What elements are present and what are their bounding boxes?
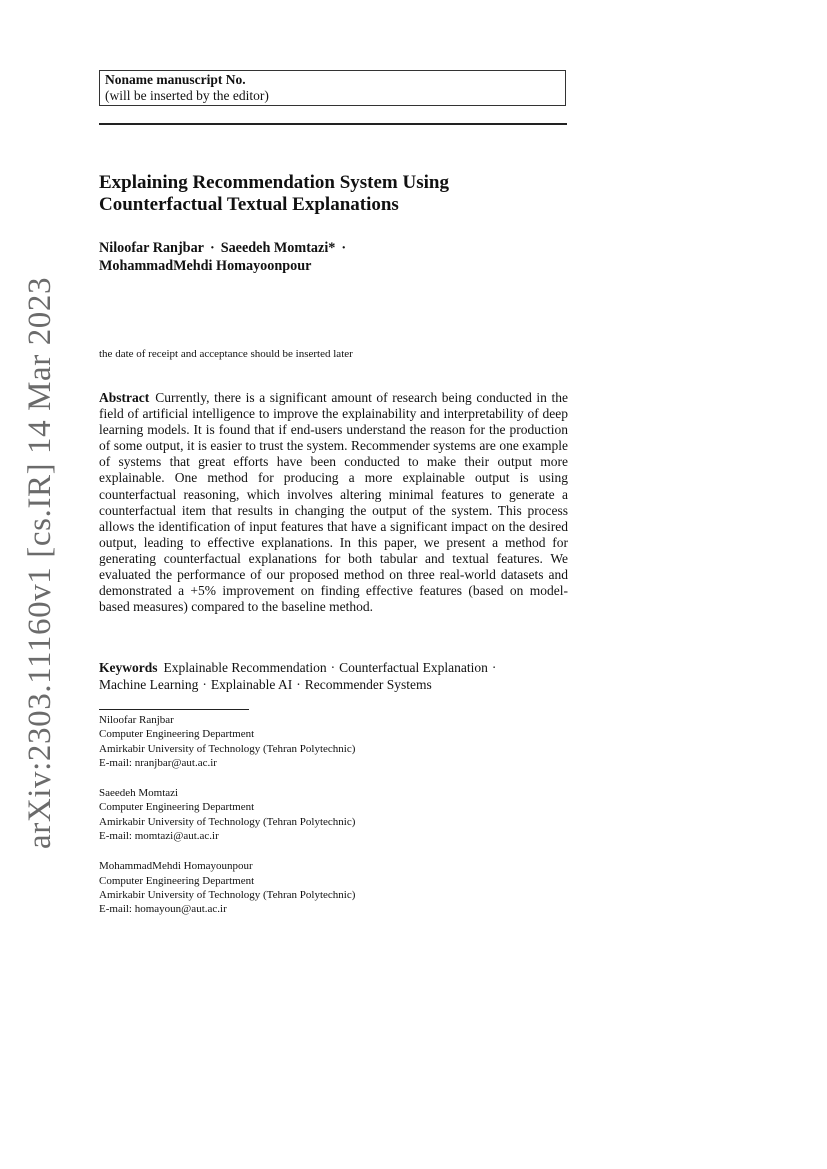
arxiv-side-stamp	[22, 276, 62, 850]
affiliation-university: Amirkabir University of Technology (Tehran Polytechnic)	[99, 815, 356, 828]
keyword: Explainable Recommendation	[163, 660, 327, 675]
author-list	[99, 239, 569, 275]
keyword: Explainable AI	[210, 677, 293, 692]
author-separator: ·	[209, 240, 215, 256]
affiliations	[99, 713, 569, 933]
arxiv-identifier: arXiv:2303.11160v1 [cs.IR] 14 Mar 2023	[22, 276, 58, 849]
keyword: Counterfactual Explanation	[339, 660, 488, 675]
author-name: Niloofar Ranjbar	[99, 240, 204, 256]
date-note: the date of receipt and acceptance should be inserted later	[99, 348, 353, 360]
keywords	[99, 659, 569, 693]
keyword-separator: ·	[330, 660, 336, 675]
author-name: Saeedeh Momtazi*	[220, 240, 336, 256]
affiliation-block	[99, 786, 569, 843]
affiliation-block	[99, 713, 569, 770]
affiliation-name: Niloofar Ranjbar	[99, 714, 174, 726]
title-line-1: Explaining Recommendation System Using	[99, 172, 449, 193]
manuscript-note: (will be inserted by the editor)	[105, 88, 269, 103]
manuscript-number-box	[99, 70, 566, 106]
affiliation-university: Amirkabir University of Technology (Tehran Polytechnic)	[99, 888, 356, 901]
author-name: MohammadMehdi Homayoonpour	[99, 258, 312, 274]
abstract-text: Currently, there is a significant amount of research being conducted in the field of artificial intelligence to improve the explainability and interpretability of deep learning models. It is found that if end-users understand the reason for the production of some output, it is easier to trust the system. Recommender systems are one example of systems that great efforts have been conducted to make their output more explainable. One method for producing a more explainable output is using counterfactual reasoning, which involves altering minimal features to generate a counterfactual item that results in changing the output of the system. This process allows the identification of input features that have a significant impact on the desired output, leading to effective explanations. In this paper, we present a method for generating counterfactual explanations for both tabular and textual features. We evaluated the performance of our proposed method on three real-world datasets and demonstrated a +5% improvement on finding effective features (based on model-based measures) compared to the baseline method.	[99, 390, 568, 615]
paper-title	[99, 172, 569, 216]
affiliation-name: MohammadMehdi Homayounpour	[99, 860, 253, 873]
author-separator: ·	[341, 240, 347, 256]
affiliation-email: E-mail: momtazi@aut.ac.ir	[99, 830, 219, 843]
affiliation-university: Amirkabir University of Technology (Tehran Polytechnic)	[99, 742, 356, 755]
keyword: Recommender Systems	[304, 677, 432, 692]
affiliation-block	[99, 859, 569, 916]
affiliation-email: E-mail: nranjbar@aut.ac.ir	[99, 756, 217, 769]
title-line-2: Counterfactual Textual Explanations	[99, 194, 399, 215]
affiliation-department: Computer Engineering Department	[99, 874, 255, 887]
keywords-line-2	[99, 676, 569, 693]
keyword: Machine Learning	[99, 677, 199, 692]
keyword-separator: ·	[491, 660, 497, 675]
affiliation-name: Saeedeh Momtazi	[99, 787, 179, 800]
keyword-separator: ·	[296, 677, 301, 692]
footnote-rule	[99, 709, 249, 710]
manuscript-label: Noname manuscript No.	[105, 72, 246, 87]
abstract	[99, 390, 568, 615]
affiliation-email: E-mail: homayoun@aut.ac.ir	[99, 903, 227, 916]
keywords-line-1	[99, 659, 569, 676]
header-rule	[99, 123, 567, 125]
abstract-label: Abstract	[99, 390, 150, 405]
author-line-1	[99, 239, 569, 257]
affiliation-department: Computer Engineering Department	[99, 728, 255, 741]
author-line-2	[99, 257, 569, 275]
keywords-label: Keywords	[99, 660, 158, 675]
keyword-separator: ·	[202, 677, 207, 692]
affiliation-department: Computer Engineering Department	[99, 801, 255, 814]
